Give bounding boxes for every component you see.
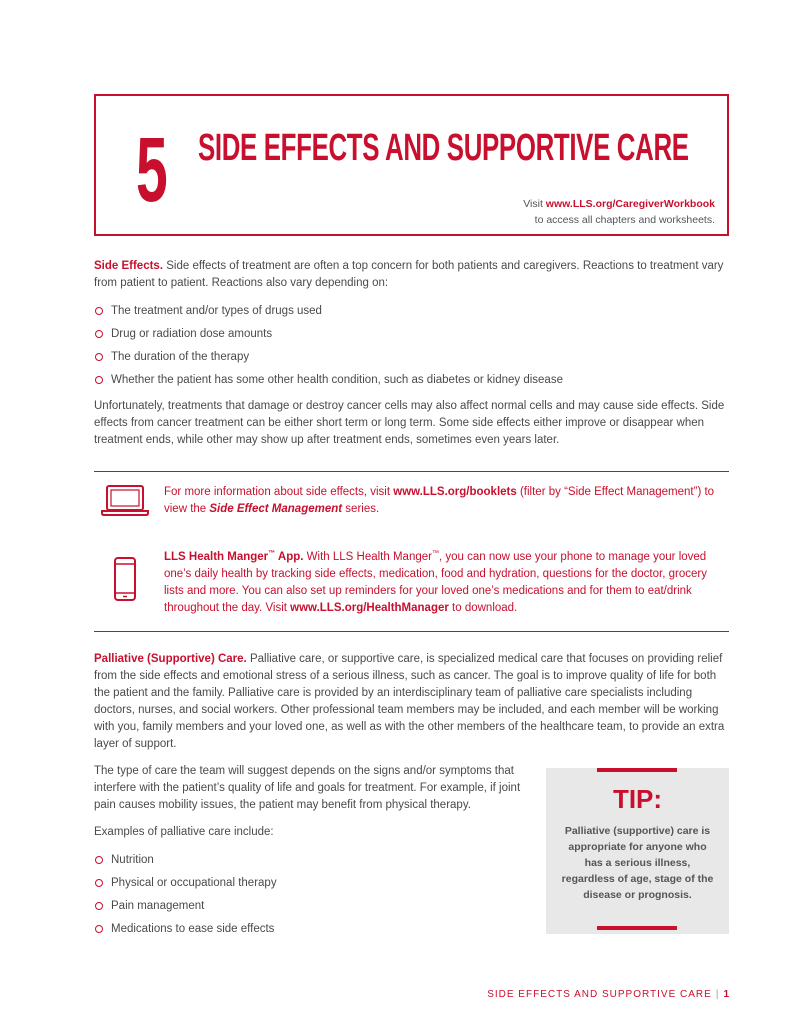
side-effects-factors-list: [94, 303, 563, 395]
tip-title: TIP:: [612, 784, 663, 814]
chapter-title: SIDE EFFECTS AND SUPPORTIVE CARE: [198, 127, 689, 169]
footer-separator: |: [715, 989, 720, 1000]
divider-top: [94, 471, 729, 472]
booklets-text-b: (filter by “Side Effect Management”) to view the: [164, 486, 715, 515]
booklets-link[interactable]: www.LLS.org/booklets: [393, 486, 517, 498]
palliative-heading: Palliative (Supportive) Care.: [94, 653, 247, 665]
visit-prefix: Visit: [523, 198, 546, 210]
health-manager-link[interactable]: www.LLS.org/HealthManager: [290, 601, 449, 614]
list-item: Medications to ease side effects: [94, 921, 277, 944]
list-item: Pain management: [94, 898, 277, 921]
palliative-examples-list: [94, 852, 277, 944]
list-item: Nutrition: [94, 852, 277, 875]
booklets-text-a: For more information about side effects, visit: [164, 486, 394, 498]
app-label: App.: [275, 550, 304, 563]
app-name: LLS Health Manger: [164, 550, 269, 563]
tip-box: [546, 768, 729, 934]
booklets-series-name: Side Effect Management: [209, 503, 343, 515]
app-text-c: to download.: [448, 601, 518, 614]
app-text-a: With LLS Health Manger: [303, 550, 432, 563]
chapter-header-box: [94, 94, 729, 236]
side-effects-heading: Side Effects.: [94, 260, 164, 272]
phone-icon: [113, 557, 137, 601]
divider-bottom: [94, 631, 729, 632]
side-effects-intro-text: Side effects of treatment are often a top concern for both patients and caregivers. Reactions to treatment vary from patient to patient. Reactions also vary depending on:: [94, 260, 724, 289]
workbook-visit-note: [523, 196, 715, 228]
side-effects-closing: Unfortunately, treatments that damage or destroy cancer cells may also affect normal cells and may cause side effects. Side effects from cancer treatment can be either short term or long term. Some side effects either improve or disappear when treatment ends, while other may show up after treatment ends, sometimes even years later.: [94, 400, 725, 446]
trademark: ™: [431, 550, 439, 557]
tip-top-bar: [597, 768, 677, 772]
visit-suffix: to access all chapters and worksheets.: [534, 214, 715, 226]
list-item: Physical or occupational therapy: [94, 875, 277, 898]
page-number: 1: [723, 989, 730, 1000]
tip-bottom-bar: [597, 926, 677, 930]
chapter-number: 5: [136, 119, 167, 221]
list-item: The duration of the therapy: [94, 349, 563, 372]
footer-section-title: SIDE EFFECTS AND SUPPORTIVE CARE: [487, 989, 712, 1000]
type-of-care-paragraph: The type of care the team will suggest depends on the signs and/or symptoms that interfere with the patient’s quality of life and goals for treatment. For example, if joint pain causes mobility issues, the patient may benefit from physical therapy.: [94, 765, 521, 811]
page-footer: [487, 989, 730, 1000]
booklets-text-c: series.: [342, 503, 380, 515]
health-manager-callout: [164, 545, 729, 617]
palliative-care-paragraph: [94, 651, 729, 753]
list-item: Drug or radiation dose amounts: [94, 326, 563, 349]
examples-intro: Examples of palliative care include:: [94, 826, 274, 838]
workbook-link[interactable]: www.LLS.org/CaregiverWorkbook: [545, 198, 715, 210]
list-item: The treatment and/or types of drugs used: [94, 303, 563, 326]
palliative-body: Palliative care, or supportive care, is specialized medical care that focuses on providing relief from the side effects and emotional stress of a serious illness, such as cancer. The goal is to improve quality of life for both the patient and the family. Palliative care is provided by an interdisciplinary team of palliative care specialists including doctors, nurses, and social workers. Other professional team members may be included, and each member will be working with you, family members and your loved one, as well as with the other members of the healthcare team, to provide an extra layer of support.: [94, 653, 725, 750]
laptop-icon: [101, 484, 149, 518]
trademark: ™: [268, 550, 276, 557]
tip-text: Palliative (supportive) care is appropriate for anyone who has a serious illness, regardless of age, stage of the disease or prognosis.: [561, 825, 714, 901]
side-effects-intro: [94, 258, 729, 292]
app-text-b: , you can now use your phone to manage your loved one’s daily health by tracking side effects, medication, food and hydration, questions for the doctor, grocery lists and more. You can also set up reminders for your loved one’s medications and for them to eat/drink throughout the day. Visit: [164, 550, 707, 614]
booklets-callout: [164, 484, 729, 518]
list-item: Whether the patient has some other health condition, such as diabetes or kidney disease: [94, 372, 563, 395]
